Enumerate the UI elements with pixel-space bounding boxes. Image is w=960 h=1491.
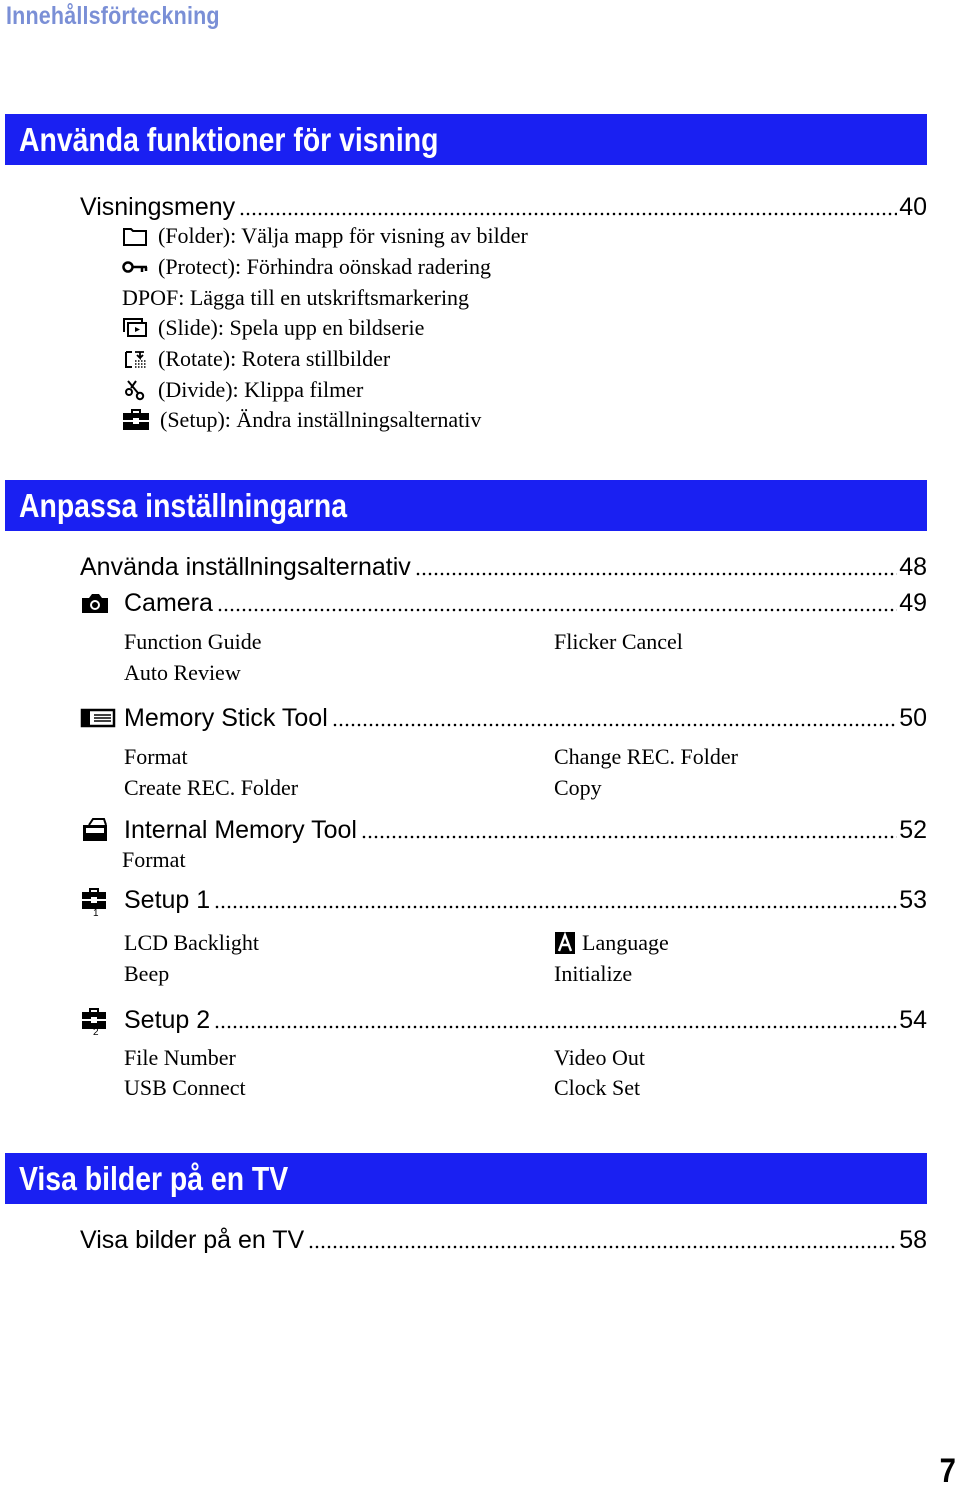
toc-entry-memory-stick-tool[interactable]: [80, 701, 927, 733]
entry-label: Internal Memory Tool: [124, 816, 357, 844]
section-heading-viewing: [5, 114, 927, 165]
toc-title: Innehållsförteckning: [6, 2, 220, 30]
toc-entry-visningsmeny[interactable]: [80, 190, 927, 222]
entry-label: Setup 2: [124, 1006, 211, 1034]
toc-entry-setup-1[interactable]: [80, 883, 927, 915]
setting-usb-connect: USB Connect: [124, 1075, 246, 1100]
toc-entry-setup-2[interactable]: [80, 1003, 927, 1035]
folder-icon: [122, 225, 148, 247]
entry-page: 50: [899, 704, 927, 732]
dot-leader: [214, 905, 897, 909]
setting-clock-set: Clock Set: [554, 1075, 641, 1100]
toc-entry-tv[interactable]: [80, 1223, 927, 1255]
entry-label: Memory Stick Tool: [124, 704, 328, 732]
setup1-icon-subscript: 1: [93, 908, 99, 919]
dot-leader: [217, 608, 897, 612]
internal-memory-icon: [80, 815, 124, 845]
submenu-item-protect: (Protect): Förhindra oönskad radering: [122, 253, 491, 281]
setting-beep: Beep: [124, 961, 170, 986]
entry-page: 48: [899, 553, 927, 581]
section-heading-text: Anpassa inställningarna: [19, 487, 348, 524]
submenu-item-slide: (Slide): Spela upp en bildserie: [122, 314, 424, 342]
section-heading-text: Visa bilder på en TV: [19, 1160, 289, 1197]
scissors-icon: [122, 379, 148, 401]
setting-flicker-cancel: Flicker Cancel: [554, 629, 683, 654]
setting-function-guide: Function Guide: [124, 629, 262, 654]
section-heading-text: Använda funktioner för visning: [19, 121, 439, 158]
entry-label: Visa bilder på en TV: [80, 1226, 305, 1254]
setting-language: Language: [554, 929, 669, 957]
setting-create-rec-folder: Create REC. Folder: [124, 775, 299, 800]
setting-auto-review: Auto Review: [124, 660, 241, 685]
dot-leader: [361, 835, 897, 839]
section-heading-settings: [5, 480, 927, 531]
entry-page: 54: [899, 1006, 927, 1034]
submenu-item-folder: (Folder): Välja mapp för visning av bilder: [122, 222, 528, 250]
entry-page: 52: [899, 816, 927, 844]
setting-file-number: File Number: [124, 1045, 236, 1070]
dot-leader: [239, 212, 897, 216]
entry-page: 49: [899, 589, 927, 617]
setting-lcd-backlight: LCD Backlight: [124, 930, 260, 955]
slideshow-icon: [122, 317, 148, 339]
rotate-icon: [122, 348, 148, 370]
camera-icon: [80, 588, 124, 618]
setting-format: Format: [124, 744, 188, 769]
submenu-item-dpof: DPOF: Lägga till en utskriftsmarkering: [122, 285, 470, 310]
dot-leader: [415, 572, 897, 576]
setup1-icon: [80, 885, 124, 915]
entry-label: Setup 1: [124, 886, 211, 914]
entry-label: Camera: [124, 589, 213, 617]
entry-label: Använda inställningsalternativ: [80, 553, 411, 581]
toc-entry-camera[interactable]: [80, 586, 927, 618]
submenu-item-rotate: (Rotate): Rotera stillbilder: [122, 345, 390, 373]
dot-leader: [308, 1245, 897, 1249]
dot-leader: [332, 723, 897, 727]
entry-page: 40: [899, 193, 927, 221]
toc-entry-internal-memory-tool[interactable]: [80, 813, 927, 845]
language-icon: [554, 931, 576, 955]
setting-copy: Copy: [554, 775, 602, 800]
section-heading-tv: [5, 1153, 927, 1204]
setting-format-internal: Format: [122, 847, 186, 872]
dot-leader: [214, 1025, 897, 1029]
toc-entry-settings[interactable]: [80, 550, 927, 582]
entry-page: 58: [899, 1226, 927, 1254]
setting-video-out: Video Out: [554, 1045, 645, 1070]
setting-initialize: Initialize: [554, 961, 633, 986]
entry-page: 53: [899, 886, 927, 914]
toolbox-icon: [122, 408, 150, 432]
submenu-item-setup: (Setup): Ändra inställningsalternativ: [122, 406, 481, 434]
key-icon: [122, 256, 148, 278]
page-number: 7: [939, 1452, 956, 1490]
setting-change-rec-folder: Change REC. Folder: [554, 744, 738, 769]
setup2-icon-subscript: 2: [93, 1027, 99, 1038]
submenu-item-divide: (Divide): Klippa filmer: [122, 376, 363, 404]
entry-label: Visningsmeny: [80, 193, 236, 221]
memory-stick-icon: [80, 703, 124, 733]
setup2-icon: [80, 1005, 124, 1035]
